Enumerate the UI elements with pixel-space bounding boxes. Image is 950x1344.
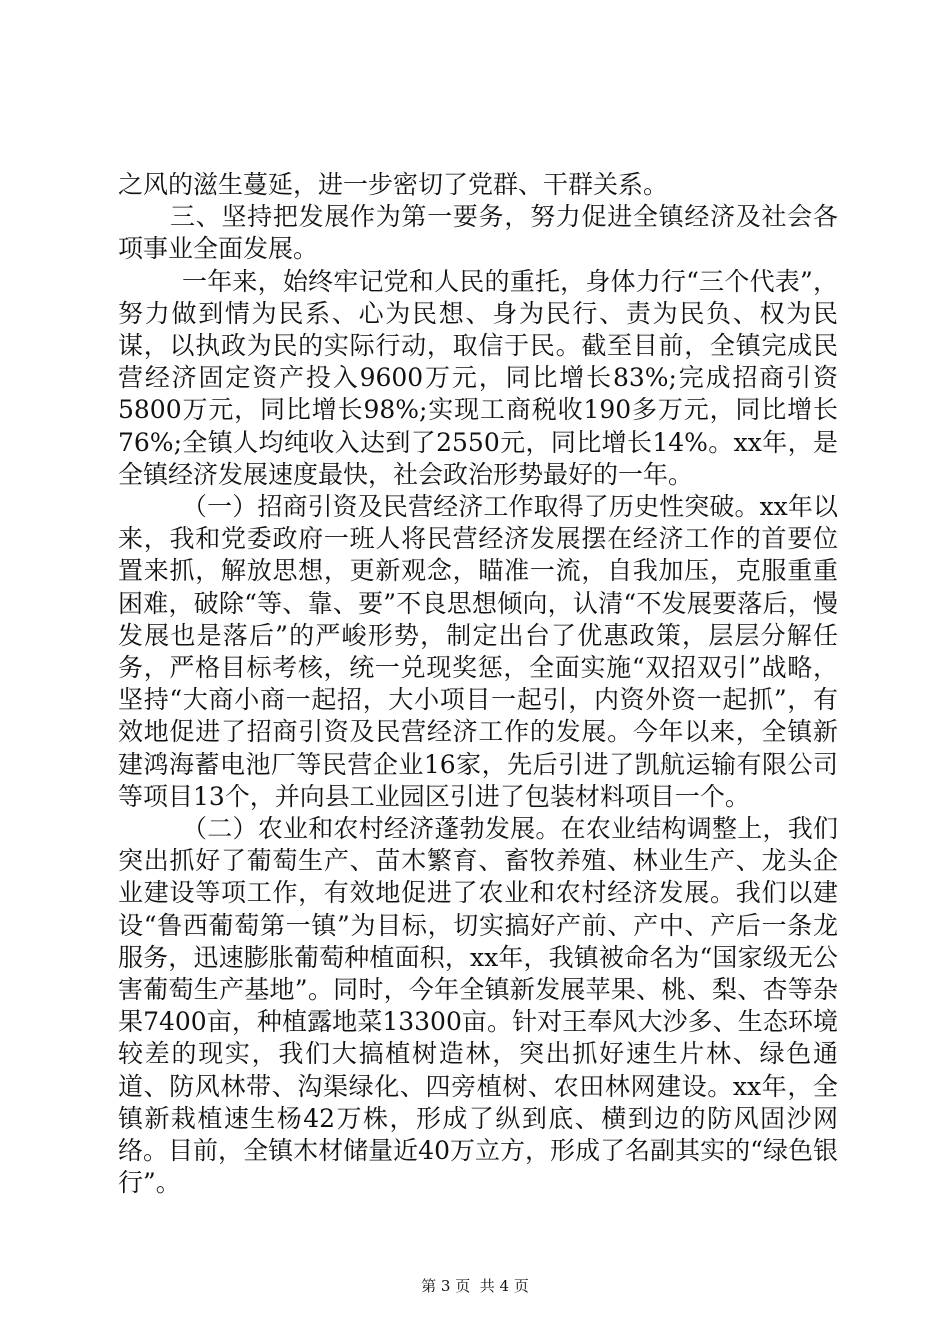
paragraph-summary: 一年来，始终牢记党和人民的重托，身体力行“三个代表”，努力做到情为民系、心为民想、身为民行、责为民负、权为民谋，以执政为民的实际行动，取信于民。截至目前，全镇完成民营经济固定资产投入9600万元，同比增长83%;完成招商引资5800万元，同比增长98%;实现工商税收190多万元，同比增长76%;全镇人均纯收入达到了2550元，同比增长14%。xx年，是全镇经济发展速度最快，社会政治形势最好的一年。 bbox=[118, 266, 838, 489]
page-number-footer: 第 3 页 共 4 页 bbox=[421, 1277, 529, 1295]
section-heading: 三、坚持把发展作为第一要务，努力促进全镇经济及社会各项事业全面发展。 bbox=[118, 202, 838, 264]
paragraph-agriculture: （二）农业和农村经济蓬勃发展。在农业结构调整上，我们突出抓好了葡萄生产、苗木繁育、畜牧养殖、林业生产、龙头企业建设等项工作，有效地促进了农业和农村经济发展。我们以建设“鲁西葡萄第一镇”为目标，切实搞好产前、产中、产后一条龙服务，迅速膨胀葡萄种植面积，xx年，我镇被命名为“国家级无公害葡萄生产基地”。同时，今年全镇新发展苹果、桃、梨、杏等杂果7400亩，种植露地菜13300亩。针对王奉风大沙多、生态环境较差的现实，我们大搞植树造林，突出抓好速生片林、绿色通道、防风林带、沟渠绿化、四旁植树、农田林网建设。xx年，全镇新栽植速生杨42万株，形成了纵到底、横到边的防风固沙网络。目前，全镇木材储量近40万立方，形成了名副其实的“绿色银行”。 bbox=[118, 814, 838, 1198]
paragraph-continuation: 之风的滋生蔓延，进一步密切了党群、干群关系。 bbox=[118, 170, 669, 199]
document-body bbox=[118, 169, 838, 1200]
paragraph-investment: （一）招商引资及民营经济工作取得了历史性突破。xx年以来，我和党委政府一班人将民营经济发展摆在经济工作的首要位置来抓，解放思想，更新观念，瞄准一流，自我加压，克服重重困难，破除“等、靠、要”不良思想倾向，认清“不发展要落后，慢发展也是落后”的严峻形势，制定出台了优惠政策，层层分解任务，严格目标考核，统一兑现奖惩，全面实施“双招双引”战略，坚持“大商小商一起招，大小项目一起引，内资外资一起抓”，有效地促进了招商引资及民营经济工作的发展。今年以来，全镇新建鸿海蓄电池厂等民营企业16家，先后引进了凯航运输有限公司等项目13个，并向县工业园区引进了包装材料项目一个。 bbox=[118, 492, 838, 811]
